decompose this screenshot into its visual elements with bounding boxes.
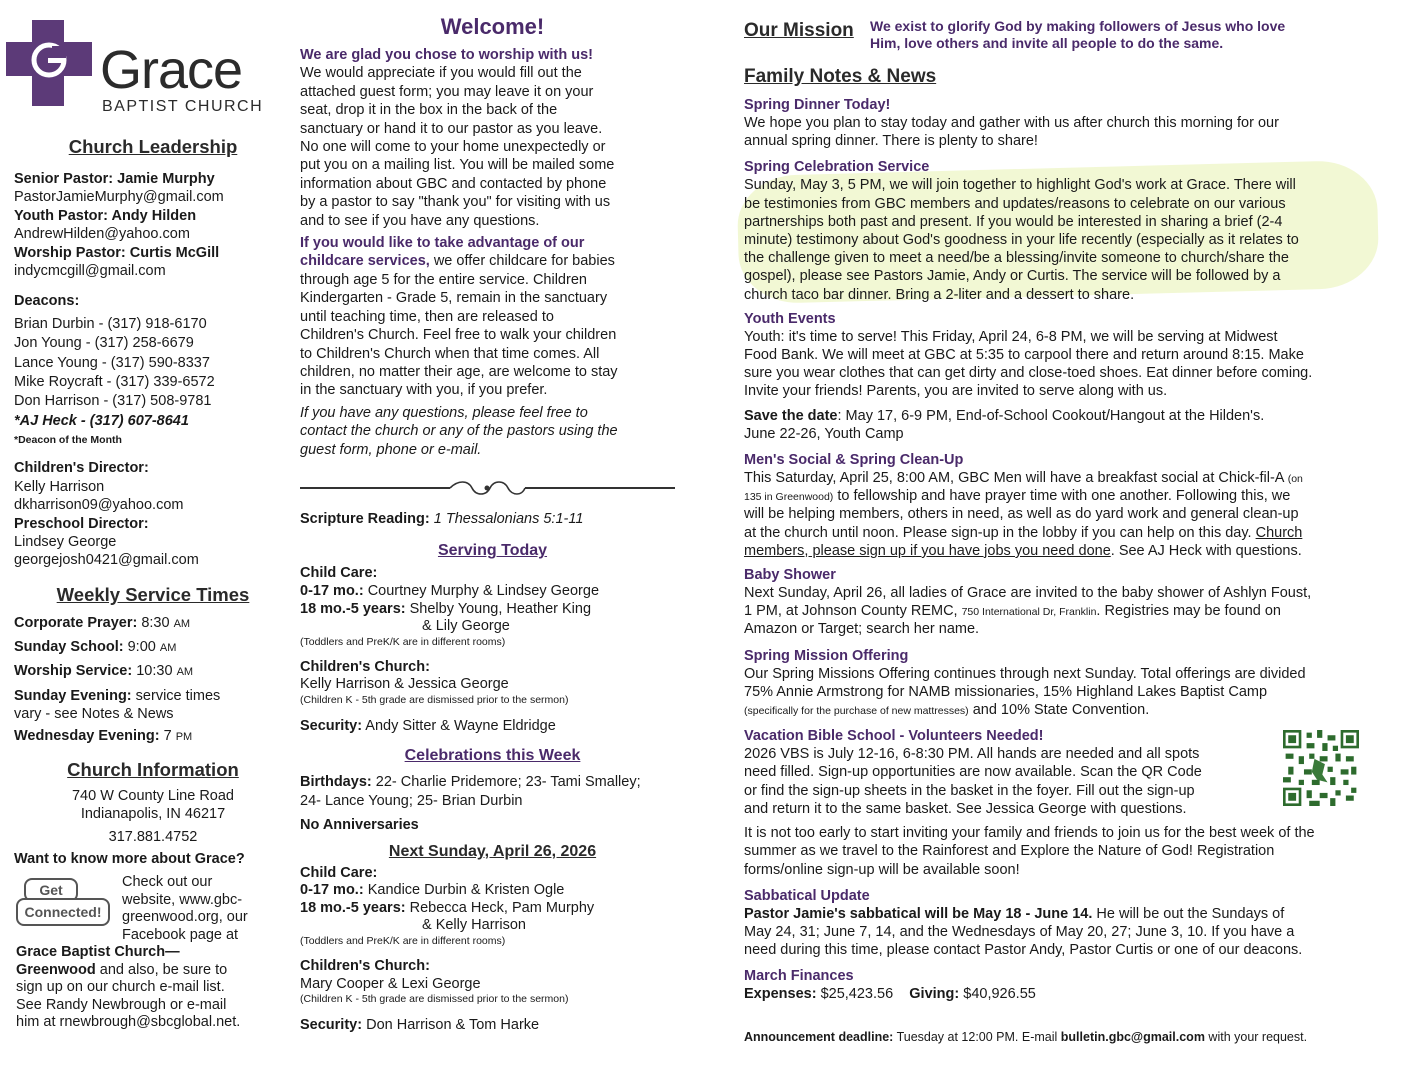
childrens-church-label: Children's Church: [300, 957, 430, 974]
baby-shower-title: Baby Shower [744, 567, 836, 584]
text-line: Security: Andy Sitter & Wayne Eldridge [300, 717, 556, 734]
senior-pastor-email: PastorJamieMurphy@gmail.com [14, 189, 224, 206]
text-line: by a pastor to say "thank you" for visiting with us [300, 194, 611, 211]
text-line: at the church until noon. Please sign-up in the lobby if you can help on this day. Church [744, 524, 1303, 541]
service-times-list [14, 612, 282, 749]
text-line: We would appreciate if you would fill out the [300, 65, 582, 82]
text-line: 1 PM, at Johnson County REMC, 750 International Dr, Franklin. Registries may be found on [744, 603, 1281, 620]
text-line: Next Sunday, April 26, all ladies of Grace are invited to the baby shower of Ashlyn Foust, [744, 585, 1312, 602]
news-heading: Family Notes & News [744, 66, 937, 87]
text-line: (specifically for the purchase of new mattresses) and 10% State Convention. [744, 702, 1150, 719]
text-line: (Toddlers and PreK/K are in different rooms) [300, 934, 506, 947]
text-line: childcare services, we offer childcare for babies [300, 253, 615, 270]
youth-pastor-email: AndrewHilden@yahoo.com [14, 226, 190, 243]
text-line: website, www.gbc- [122, 891, 243, 908]
cross-logo-icon [6, 20, 92, 106]
childcare-label: Child Care: [300, 565, 378, 582]
worship-pastor-email: indycmcgill@gmail.com [14, 263, 166, 280]
deacon-of-month: *AJ Heck - (317) 607-8641 [14, 412, 189, 429]
text-line: gospel), please see Pastors Jamie, Andy or Curtis. The service will be followed by a [744, 268, 1281, 285]
text-line: Sunday, May 3, 5 PM, we will join together to highlight God's work at Grace. There will [744, 177, 1296, 194]
text-line: contact the church or any of the pastors using the [300, 423, 618, 440]
list-item: Mike Roycraft - (317) 339-6572 [14, 374, 215, 391]
text-line: Save the date: May 17, 6-9 PM, End-of-School Cookout/Hangout at the Hilden's. [744, 407, 1265, 424]
deacons-label: Deacons: [14, 293, 80, 310]
text-line: 18 mo.-5 years: Rebecca Heck, Pam Murphy [300, 899, 595, 916]
welcome-heading: Welcome! [440, 14, 545, 39]
text-line: attached guest form; you may leave it on your [300, 83, 594, 100]
text-line: the challenge given to meet a need/be a blessing/invite someone to church/share the [744, 250, 1289, 267]
text-line: See Randy Newbrough or e-mail [16, 996, 227, 1013]
preschool-director-email: georgejosh0421@gmail.com [14, 552, 199, 569]
senior-pastor: Senior Pastor: Jamie Murphy [14, 171, 215, 187]
text-line: and return it to the same basket. See Jessica George with questions. [744, 800, 1187, 817]
deacon-of-month-note: *Deacon of the Month [14, 434, 122, 447]
text-line: We hope you plan to stay today and gather with us after church this morning for our [744, 115, 1279, 131]
spring-dinner-title: Spring Dinner Today! [744, 97, 891, 113]
church-info-heading: Church Information [67, 758, 239, 780]
text-line: Greenwood and also, be sure to [16, 961, 228, 978]
deacons-list [14, 315, 282, 431]
get-label: Get [39, 882, 63, 898]
list-item: Sunday School: 9:00 AM [14, 638, 177, 655]
preschool-director-name: Lindsey George [14, 533, 117, 550]
text-line: put you on a mailing list. You will be mailed some [300, 157, 615, 174]
text-line: Amazon or Target; search her name. [744, 621, 980, 638]
preschool-director-label: Preschool Director: [14, 515, 149, 532]
website-text [122, 874, 282, 944]
text-line: No one will come to your home unexpectedly or [300, 139, 606, 156]
list-item: Lance Young - (317) 590-8337 [14, 354, 210, 371]
welcome-glad: We are glad you chose to worship with us! [300, 47, 593, 63]
finances-title: March Finances [744, 968, 854, 985]
text-line: 75% Annie Armstrong for NAMB missionaries, 15% Highland Lakes Baptist Camp [744, 683, 1268, 700]
text-line: If you have any questions, please feel free to [300, 404, 588, 421]
text-line: need during this time, please contact Pastor Andy, Pastor Curtis or one of our deacons. [744, 942, 1303, 959]
finances-line: Expenses: $25,423.56 Giving: $40,926.55 [744, 986, 1036, 1003]
text-line: until teaching time, then are released to [300, 308, 554, 325]
text-line: Security: Don Harrison & Tom Harke [300, 1017, 540, 1034]
connected-label: Connected! [24, 904, 102, 920]
text-line: him at rnewbrough@sbcglobal.net. [16, 1014, 241, 1031]
logo-subtitle: BAPTIST CHURCH [102, 98, 264, 115]
mission-text: Him, love others and invite all people to do the same. [870, 35, 1224, 51]
list-item: Wednesday Evening: 7 PM [14, 727, 193, 744]
list-item: Corporate Prayer: 8:30 AM [14, 614, 191, 631]
evening-note: vary - see Notes & News [14, 705, 174, 722]
celebrations-heading: Celebrations this Week [404, 747, 581, 765]
mission-offering-title: Spring Mission Offering [744, 647, 909, 664]
qr-code-icon[interactable] [1282, 730, 1360, 806]
service-times-heading: Weekly Service Times [56, 583, 250, 605]
text-line: need filled. Sign-up opportunities are now available. Scan the QR Code [744, 764, 1202, 781]
text-line: guest form, phone or e-mail. [300, 441, 482, 458]
text-line: Mary Cooper & Lexi George [300, 975, 481, 992]
text-line: annual spring dinner. There is plenty to share! [744, 133, 1038, 150]
childrens-director-email: dkharrison09@yahoo.com [14, 497, 184, 514]
serving-today-heading: Serving Today [437, 542, 548, 560]
text-line: sign up on our church e-mail list. [16, 979, 225, 996]
next-sunday-heading: Next Sunday, April 26, 2026 [388, 842, 597, 860]
text-line: Invite your friends! Parents, you are invited to serve along with us. [744, 383, 1168, 400]
text-line: or find the sign-up sheets in the basket in the foyer. Fill out the sign-up [744, 782, 1195, 799]
text-line: sure you wear clothes that can get dirty and close-toed shoes. Eat dinner before coming. [744, 365, 1313, 382]
mission-heading: Our Mission [744, 20, 854, 41]
text-line: (Toddlers and PreK/K are in different rooms) [300, 635, 506, 648]
text-line: Facebook page at [122, 926, 239, 943]
text-line: & Lily George [422, 618, 510, 635]
text-line: through age 5 for the entire service. Children [300, 271, 587, 288]
text-line: be testimonies from GBC members and updates/reasons to celebrate on our various [744, 195, 1286, 212]
leadership-heading: Church Leadership [68, 136, 238, 157]
logo-title: Grace [100, 40, 243, 100]
text-line: and to see if you have any questions. [300, 212, 540, 229]
text-line: to Children's Church when that time comes. All [300, 345, 600, 362]
mission-text: We exist to glorify God by making followers of Jesus who love [870, 18, 1286, 34]
text-line: summer as we travel to the Rainforest and Explore the Nature of God! Registration [744, 843, 1275, 860]
church-logo [6, 18, 268, 116]
anniversaries: No Anniversaries [300, 817, 419, 834]
text-line: 2026 VBS is July 12-16, 6-8:30 PM. All hands are needed and all spots [744, 746, 1200, 763]
text-line: will be helping members, others in need, as well as do yard work and general clean-up [744, 506, 1299, 523]
text-line: church taco bar dinner. Bring a 2-liter and a dessert to share. [744, 286, 1135, 303]
facebook-text [16, 944, 282, 1032]
address-line2: Indianapolis, IN 46217 [80, 806, 226, 823]
youth-events-title: Youth Events [744, 310, 836, 327]
text-line: & Kelly Harrison [422, 917, 526, 934]
text-line: June 22-26, Youth Camp [744, 425, 904, 442]
text-line: Youth: it's time to serve! This Friday, April 24, 6-8 PM, we will be serving at Midwest [744, 328, 1278, 345]
vbs-title: Vacation Bible School - Volunteers Needed! [744, 728, 1044, 745]
childrens-director-name: Kelly Harrison [14, 478, 105, 495]
know-more: Want to know more about Grace? [14, 850, 245, 867]
childrens-church-label: Children's Church: [300, 658, 430, 675]
text-line: children, no matter their age, are welcome to stay [300, 363, 618, 380]
sabbatical-title: Sabbatical Update [744, 887, 870, 904]
text-line: Check out our [122, 874, 213, 890]
text-line: (Children K - 5th grade are dismissed prior to the sermon) [300, 693, 569, 706]
text-line: seat, drop it in the box in the back of the [300, 102, 558, 119]
text-line: 135 in Greenwood) to fellowship and have prayer time with one another. Following this, we [744, 488, 1291, 505]
text-line: Kelly Harrison & Jessica George [300, 676, 509, 693]
text-line: information about GBC and contacted by phone [300, 175, 607, 192]
text-line: 0-17 mo.: Kandice Durbin & Kristen Ogle [300, 882, 565, 899]
list-item: Don Harrison - (317) 508-9781 [14, 393, 212, 410]
text-line: Birthdays: 22- Charlie Pridemore; 23- Tami Smalley; [300, 774, 641, 791]
text-line: Pastor Jamie's sabbatical will be May 18 - June 14. He will be out the Sundays of [744, 905, 1285, 922]
church-phone: 317.881.4752 [108, 828, 198, 845]
text-line: This Saturday, April 25, 8:00 AM, GBC Men will have a breakfast social at Chick-fil-A (on [744, 470, 1303, 487]
text-line: Our Spring Missions Offering continues through next Sunday. Total offerings are divided [744, 665, 1306, 682]
childcare-heading: If you would like to take advantage of our [300, 235, 585, 252]
list-item: Jon Young - (317) 258-6679 [14, 335, 194, 352]
text-line: It is not too early to start inviting your family and friends to join us for the best week of the [744, 825, 1315, 842]
text-line: Kindergarten - Grade 5, remain in the sanctuary [300, 290, 608, 307]
text-line: partnerships both past and present. If you would be interested in sharing a brief (2-4 [744, 213, 1283, 230]
scripture-reading: Scripture Reading: 1 Thessalonians 5:1-11 [300, 511, 584, 527]
childrens-director-label: Children's Director: [14, 460, 149, 477]
list-item: Brian Durbin - (317) 918-6170 [14, 315, 207, 332]
connected-bubble-icon [16, 898, 110, 926]
mens-social-title: Men's Social & Spring Clean-Up [744, 452, 964, 469]
ornament-divider-icon [300, 478, 675, 498]
text-line: Grace Baptist Church— [16, 944, 180, 960]
text-line: Food Bank. We will meet at GBC at 5:35 to carpool there and return around 8:15. Make [744, 347, 1304, 364]
list-item: Sunday Evening: service times [14, 687, 221, 704]
text-line: forms/online sign-up will be available soon! [744, 861, 1020, 878]
text-line: greenwood.org, our [122, 909, 248, 926]
text-line: May 24, 31; June 7, 14, and the Wednesdays of May 20, 27; June 3, 10. If you have a [744, 923, 1295, 940]
announcement-deadline: Announcement deadline: Tuesday at 12:00 PM. E-mail bulletin.gbc@gmail.com with your request. [744, 1029, 1308, 1044]
celebration-service-title: Spring Celebration Service [744, 159, 930, 176]
list-item: Worship Service: 10:30 AM [14, 662, 194, 679]
text-line: minute) testimony about God's goodness in your life recently (especially as it relates to [744, 232, 1299, 249]
text-line: in the sanctuary with you, if you prefer. [300, 382, 548, 399]
text-line: Children's Church. Feel free to walk your children [300, 327, 617, 344]
text-line: sanctuary or hand it to our pastor as you leave. [300, 120, 603, 137]
text-line: 0-17 mo.: Courtney Murphy & Lindsey George [300, 583, 600, 599]
text-line: members, please sign up if you have jobs you need done. See AJ Heck with questions. [744, 542, 1302, 559]
youth-pastor: Youth Pastor: Andy Hilden [14, 207, 197, 224]
worship-pastor: Worship Pastor: Curtis McGill [14, 244, 220, 261]
address-line1: 740 W County Line Road [71, 787, 234, 804]
text-line: (Children K - 5th grade are dismissed prior to the sermon) [300, 993, 569, 1006]
childcare-label: Child Care: [300, 864, 378, 881]
text-line: 24- Lance Young; 25- Brian Durbin [300, 792, 523, 809]
text-line: 18 mo.-5 years: Shelby Young, Heather King [300, 600, 592, 617]
